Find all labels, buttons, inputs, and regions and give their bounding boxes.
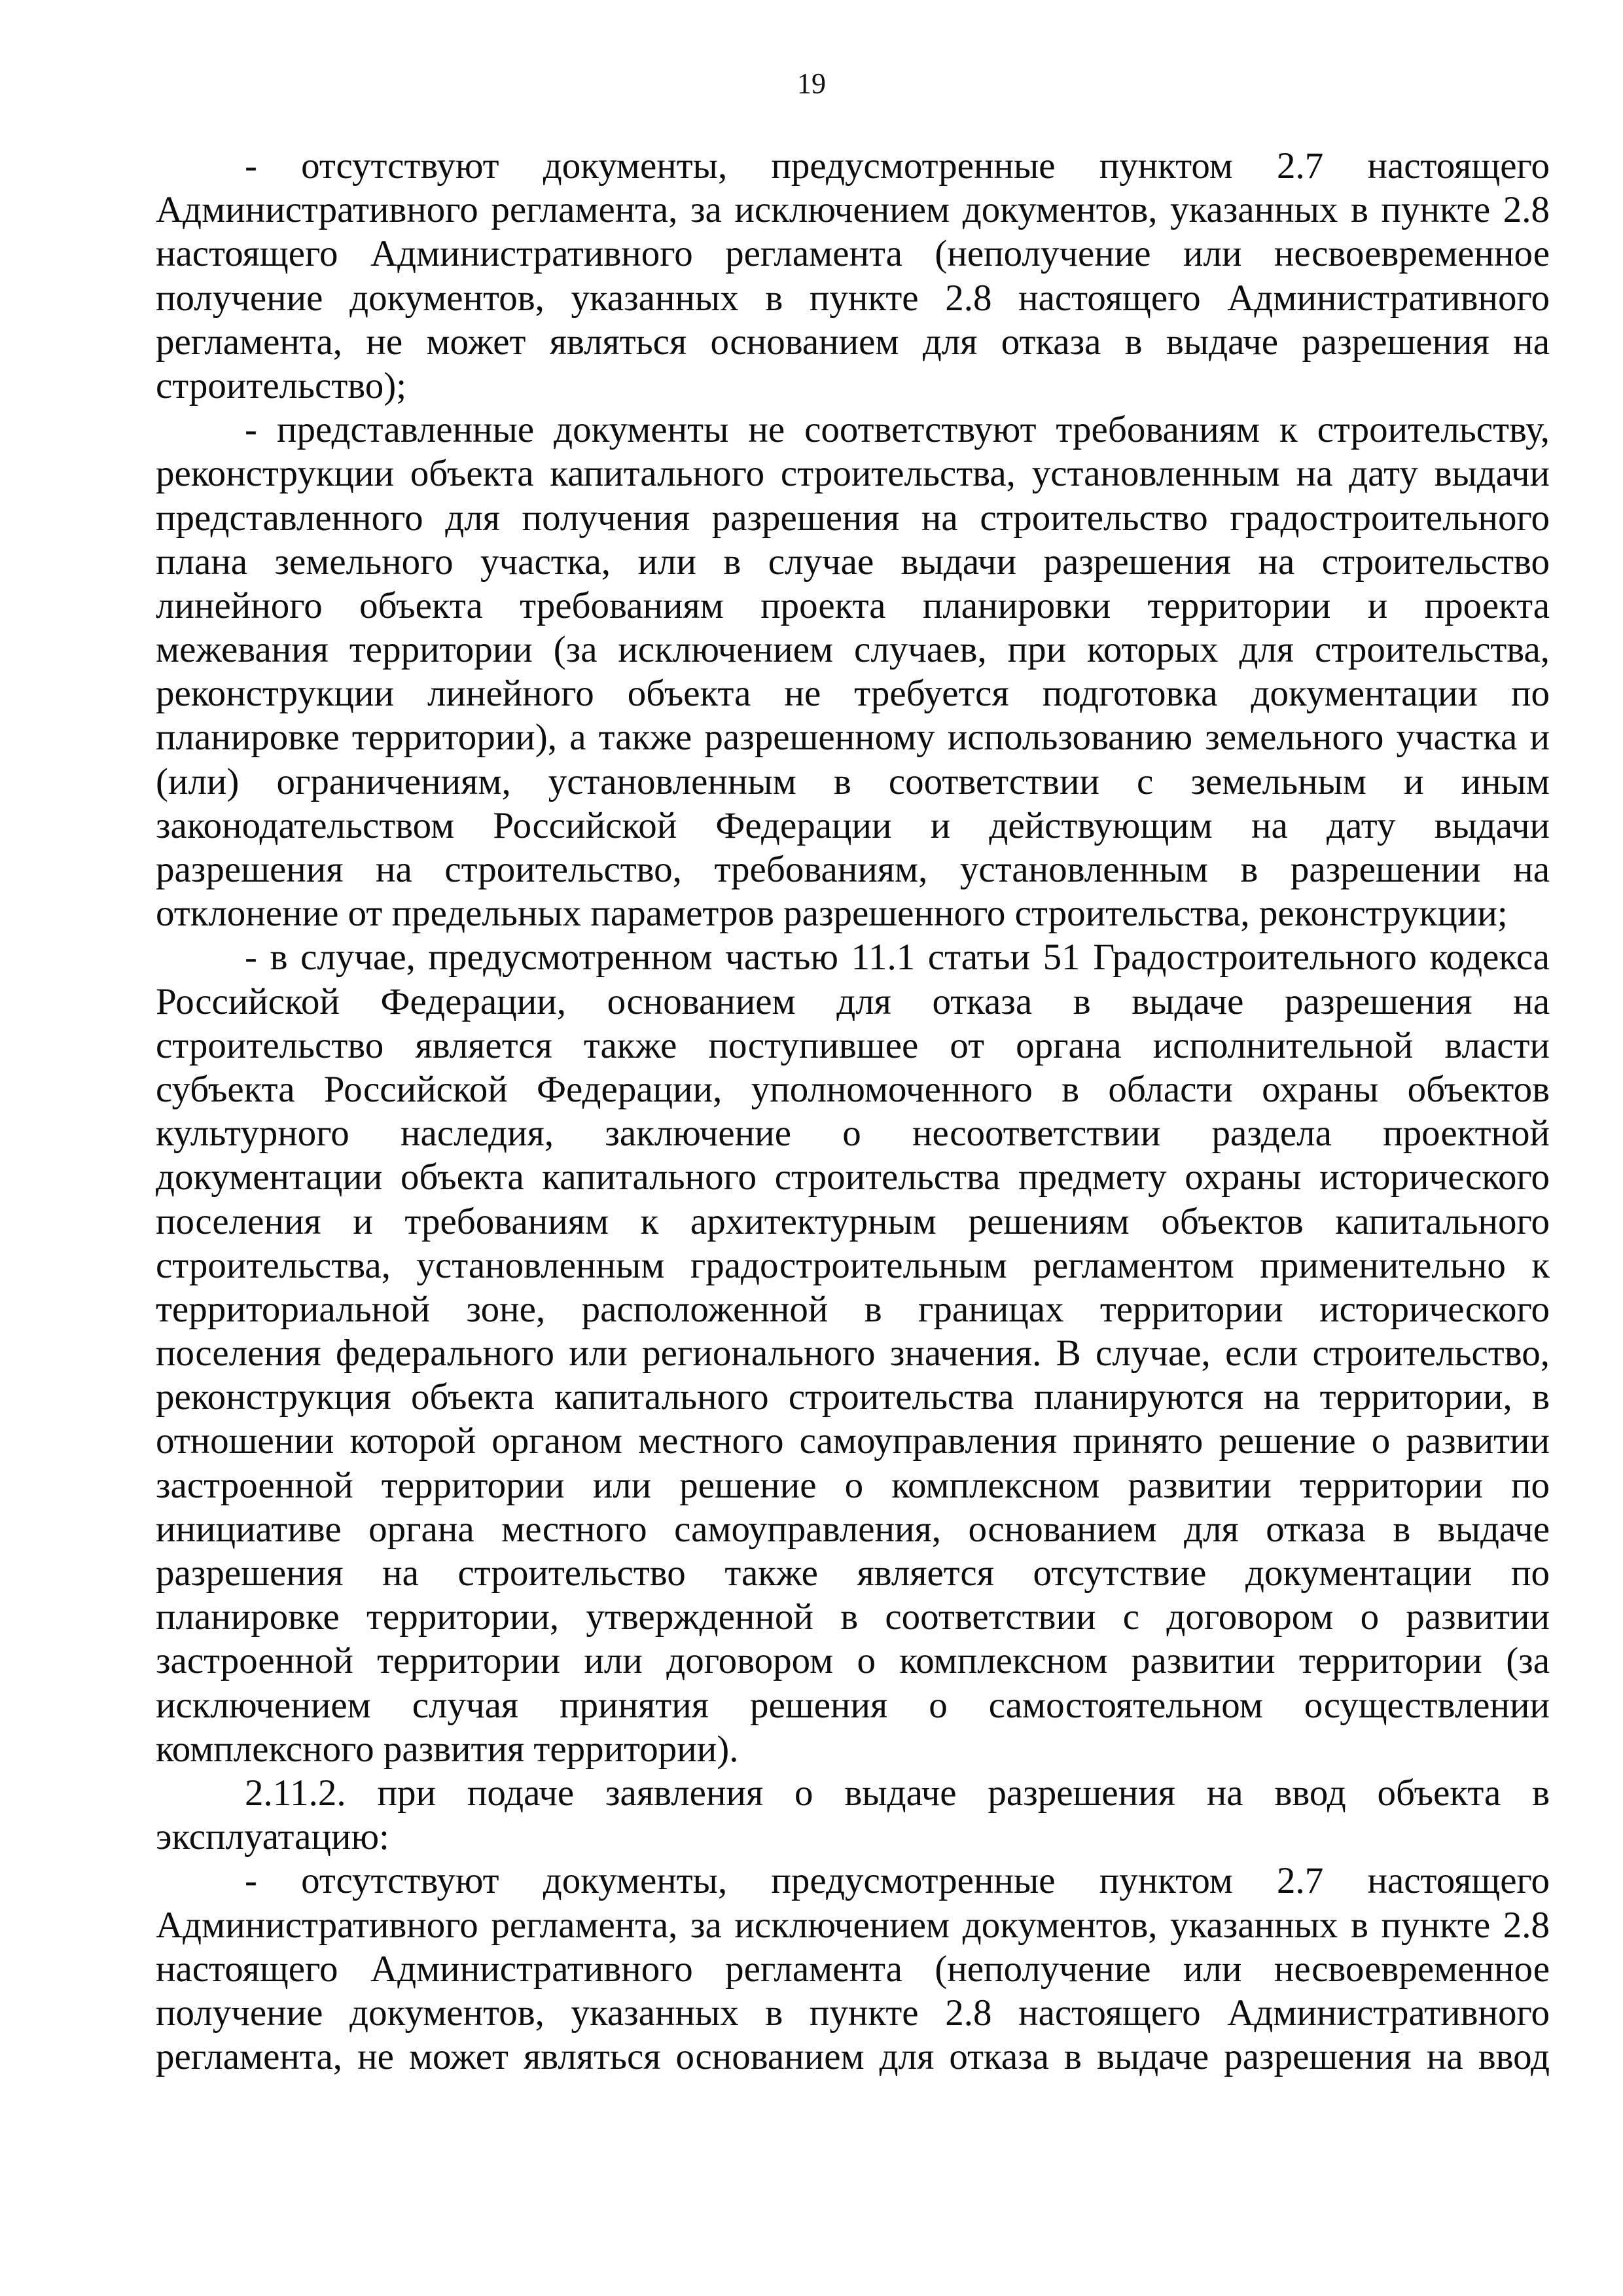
text-line: отношении которой органом местного самоуправления принято решение о развитии (156, 1420, 1550, 1462)
text-line: инициативе органа местного самоуправления, основанием для отказа в выдаче (156, 1508, 1550, 1550)
paragraph-p2 (156, 408, 1550, 935)
text-line: реконструкции объекта капитального строительства, установленным на дату выдачи (156, 453, 1550, 495)
text-line: планировке территории), а также разрешенному использованию земельного участка и (156, 717, 1550, 759)
text-line: Российской Федерации, основанием для отказа в выдаче разрешения на (156, 980, 1550, 1022)
text-line: территориальной зоне, расположенной в границах территории исторического (156, 1288, 1550, 1330)
paragraph-p5 (156, 1859, 1550, 2079)
text-line: Административного регламента, за исключением документов, указанных в пункте 2.8 (156, 1904, 1550, 1946)
text-line: субъекта Российской Федерации, уполномоченного в области охраны объектов (156, 1068, 1550, 1110)
text-line: получение документов, указанных в пункте 2.8 настоящего Административного (156, 1992, 1550, 2034)
document-body (156, 144, 1550, 2079)
page-number: 19 (797, 67, 826, 99)
text-line: регламента, не может являться основанием для отказа в выдаче разрешения на ввод (156, 2036, 1550, 2078)
text-line: реконструкция объекта капитального строительства планируются на территории, в (156, 1376, 1550, 1418)
text-line: линейного объекта требованиям проекта планировки территории и проекта (156, 584, 1550, 626)
paragraph-p3 (156, 935, 1550, 1771)
text-line: законодательством Российской Федерации и действующим на дату выдачи (156, 804, 1550, 846)
text-line: - отсутствуют документы, предусмотренные пунктом 2.7 настоящего (245, 1860, 1550, 1902)
text-line: поселения и требованиям к архитектурным решениям объектов капитального (156, 1200, 1550, 1242)
text-line: эксплуатацию: (156, 1816, 389, 1858)
text-line: культурного наследия, заключение о несоответствии раздела проектной (156, 1113, 1550, 1155)
text-line: представленного для получения разрешения на строительство градостроительного (156, 497, 1550, 539)
text-line: комплексного развития территории). (156, 1728, 739, 1770)
text-line: застроенной территории или договором о комплексном развитии территории (за (156, 1640, 1550, 1682)
text-line: отклонение от предельных параметров разрешенного строительства, реконструкции; (156, 893, 1508, 935)
text-line: настоящего Административного регламента (неполучение или несвоевременное (156, 1948, 1550, 1990)
text-line: планировке территории, утвержденной в соответствии с договором о развитии (156, 1596, 1550, 1638)
text-line: - в случае, предусмотренном частью 11.1 статьи 51 Градостроительного кодекса (245, 937, 1550, 978)
text-line: получение документов, указанных в пункте 2.8 настоящего Административного (156, 277, 1550, 319)
text-line: поселения федерального или регионального значения. В случае, если строительство, (156, 1333, 1550, 1374)
text-line: 2.11.2. при подаче заявления о выдаче разрешения на ввод объекта в (245, 1772, 1550, 1814)
paragraph-p4 (156, 1771, 1550, 1859)
text-line: плана земельного участка, или в случае выдачи разрешения на строительство (156, 541, 1550, 583)
text-line: настоящего Административного регламента (неполучение или несвоевременное (156, 233, 1550, 275)
text-line: Административного регламента, за исключением документов, указанных в пункте 2.8 (156, 189, 1550, 231)
text-line: регламента, не может являться основанием для отказа в выдаче разрешения на (156, 321, 1550, 363)
text-line: - представленные документы не соответствуют требованиям к строительству, (245, 409, 1550, 451)
text-line: застроенной территории или решение о комплексном развитии территории по (156, 1464, 1550, 1506)
text-line: межевания территории (за исключением случаев, при которых для строительства, (156, 629, 1550, 671)
text-line: строительство); (156, 365, 407, 406)
text-line: строительства, установленным градостроительным регламентом применительно к (156, 1244, 1550, 1286)
text-line: - отсутствуют документы, предусмотренные пунктом 2.7 настоящего (245, 145, 1550, 187)
text-line: исключением случая принятия решения о самостоятельном осуществлении (156, 1684, 1550, 1726)
text-line: строительство является также поступившее от органа исполнительной власти (156, 1024, 1550, 1066)
text-line: разрешения на строительство также является отсутствие документации по (156, 1552, 1550, 1594)
paragraph-p1 (156, 144, 1550, 408)
text-line: разрешения на строительство, требованиям, установленным в разрешении на (156, 849, 1550, 890)
text-line: (или) ограничениям, установленным в соответствии с земельным и иным (156, 761, 1550, 802)
text-line: реконструкции линейного объекта не требуется подготовка документации по (156, 673, 1550, 715)
text-line: документации объекта капитального строительства предмету охраны исторического (156, 1157, 1550, 1198)
